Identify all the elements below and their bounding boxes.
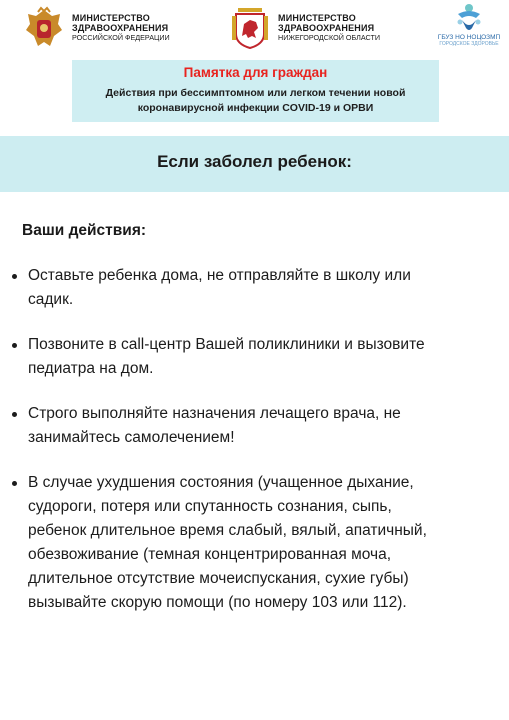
nn-ministry-line3: НИЖЕГОРОДСКОЙ ОБЛАСТИ bbox=[278, 33, 381, 42]
list-item-line: Оставьте ребенка дома, не отправляйте в школу или bbox=[28, 267, 411, 284]
gbuz-name: ГБУЗ НО НОЦОЗМП bbox=[437, 34, 501, 41]
nn-ministry-logo bbox=[228, 6, 380, 50]
russian-coat-of-arms-icon bbox=[22, 6, 66, 50]
memo-subtitle-line1: Действия при бессимптомном или легком течении новой bbox=[105, 87, 406, 99]
gbuz-logo bbox=[436, 2, 502, 47]
rf-ministry-line2: ЗДРАВООХРАНЕНИЯ bbox=[72, 23, 169, 33]
section-title: Если заболел ребенок: bbox=[157, 152, 352, 171]
actions-heading: Ваши действия: bbox=[22, 222, 147, 239]
bullet-dot-icon bbox=[12, 274, 17, 279]
header bbox=[0, 0, 509, 56]
nn-ministry-line1: МИНИСТЕРСТВО bbox=[278, 13, 356, 23]
list-item-line: садик. bbox=[28, 291, 74, 308]
section-band bbox=[0, 136, 509, 192]
rf-ministry-logo bbox=[22, 6, 170, 50]
list-item-line: Строго выполняйте назначения лечащего врача, не bbox=[28, 405, 401, 422]
gbuz-subtitle: ГОРОДСКОЕ ЗДОРОВЬЕ bbox=[439, 41, 499, 47]
list-item-line: ребенок длительное время слабый, вялый, апатичный, bbox=[28, 522, 427, 539]
list-item bbox=[10, 471, 490, 615]
list-item-line: Позвоните в call-центр Вашей поликлиники и вызовите bbox=[28, 336, 425, 353]
list-item-line: педиатра на дом. bbox=[28, 360, 154, 377]
list-item-line: обезвоживание (темная концентрированная моча, bbox=[28, 546, 392, 563]
list-item-line: судороги, потеря или спутанность сознания, сыпь, bbox=[28, 498, 392, 515]
memo-box bbox=[72, 60, 439, 122]
list-item-line: В случае ухудшения состояния (учащенное дыхание, bbox=[28, 474, 414, 491]
list-item bbox=[10, 333, 490, 381]
bullet-dot-icon bbox=[12, 343, 17, 348]
bullet-dot-icon bbox=[12, 412, 17, 417]
list-item-line: длительное отсутствие мочеиспускания, сухие губы) bbox=[28, 570, 409, 587]
nn-ministry-line2: ЗДРАВООХРАНЕНИЯ bbox=[278, 23, 375, 33]
list-item bbox=[10, 402, 490, 450]
list-item-line: вызывайте скорую помощи (по номеру 103 или 112). bbox=[28, 594, 407, 611]
rf-ministry-line3: РОССИЙСКОЙ ФЕДЕРАЦИИ bbox=[72, 33, 170, 42]
nizhny-novgorod-coat-of-arms-icon bbox=[228, 6, 272, 50]
list-item-line: занимайтесь самолечением! bbox=[28, 429, 235, 446]
actions-list bbox=[10, 264, 490, 615]
memo-subtitle-line2: коронавирусной инфекции COVID-19 и ОРВИ bbox=[137, 102, 374, 114]
bullet-dot-icon bbox=[12, 481, 17, 486]
gbuz-logo-icon bbox=[452, 2, 486, 32]
memo-title: Памятка для граждан bbox=[183, 65, 328, 80]
rf-ministry-line1: МИНИСТЕРСТВО bbox=[72, 13, 150, 23]
list-item bbox=[10, 264, 490, 312]
